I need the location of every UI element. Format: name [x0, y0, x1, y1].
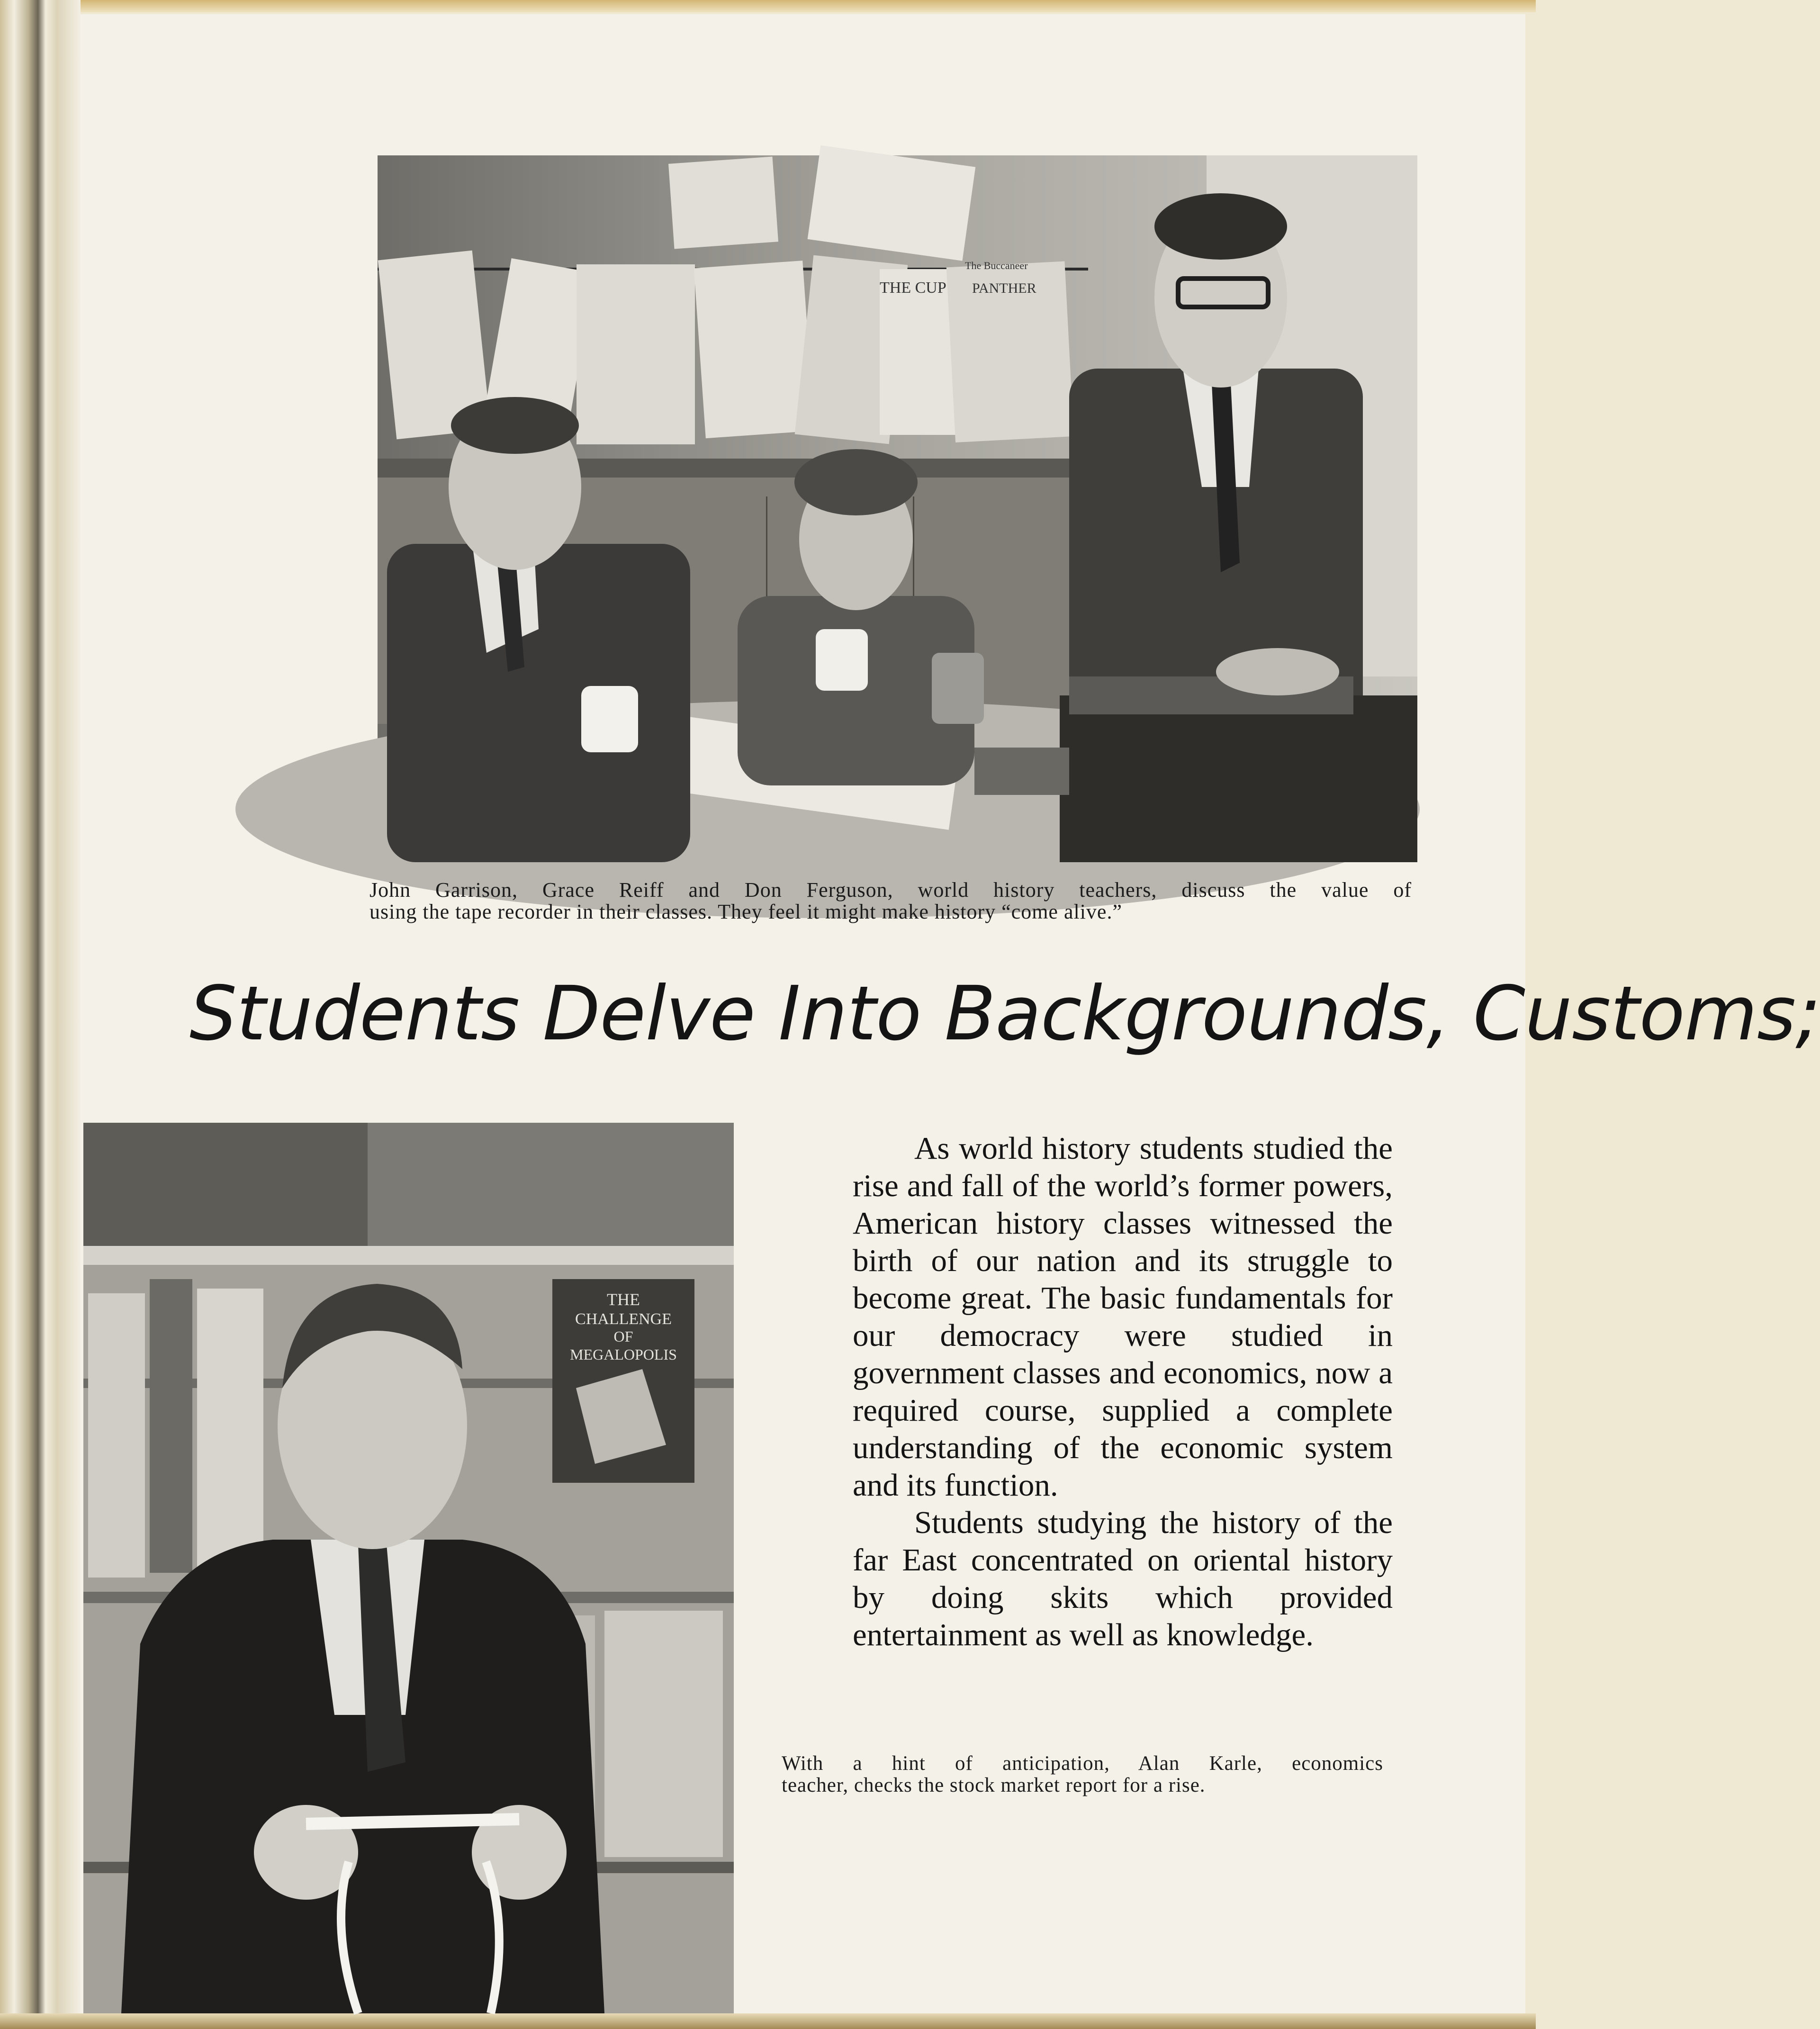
economics-photo-caption [782, 1753, 1383, 1796]
caption-line-2: using the tape recorder in their classes. They feel it might make history “come alive.” [369, 900, 1122, 923]
economics-teacher-photo [83, 1123, 734, 2013]
economics-teacher-photo-graphic [83, 1123, 734, 2013]
article-paragraph-1: As world history students studied the rise and fall of the world’s former powers, American history classes witnessed the birth of our nation and its struggle to become great. The basic fundamentals for our democracy were studied in government classes and economics, now a required course, supplied a complete understanding of the economic system and its function. [853, 1131, 1393, 1503]
book-title-the: THE [607, 1290, 640, 1309]
poster-text-buccaneer: The Buccaneer [965, 260, 1028, 271]
teachers-photo-graphic [378, 155, 1417, 862]
article-paragraph-2: Students studying the history of the far East concentrated on oriental history by doing skits which provided entertainment as well as knowledge. [853, 1505, 1393, 1652]
page-bottom-edge [0, 2013, 1536, 2029]
caption-line-1: With a hint of anticipation, Alan Karle, economics [782, 1752, 1383, 1775]
book-title-of: OF [613, 1328, 633, 1345]
book-title-challenge: CHALLENGE [575, 1310, 672, 1328]
teachers-photo [378, 155, 1417, 862]
caption-line-1: John Garrison, Grace Reiff and Don Ferguson, world history teachers, discuss the value of [369, 878, 1412, 902]
caption-line-2: teacher, checks the stock market report for a rise. [782, 1774, 1206, 1796]
article-body [853, 1130, 1393, 1654]
teachers-photo-caption [369, 879, 1412, 923]
poster-text-panther: PANTHER [972, 280, 1036, 296]
page-top-edge [0, 0, 1536, 12]
book-spine [0, 0, 81, 2029]
book-title-megalopolis: MEGALOPOLIS [570, 1346, 677, 1363]
page-headline: Students Delve Into Backgrounds, Customs; [189, 970, 1820, 1057]
poster-text-cup: THE CUP [880, 279, 946, 297]
